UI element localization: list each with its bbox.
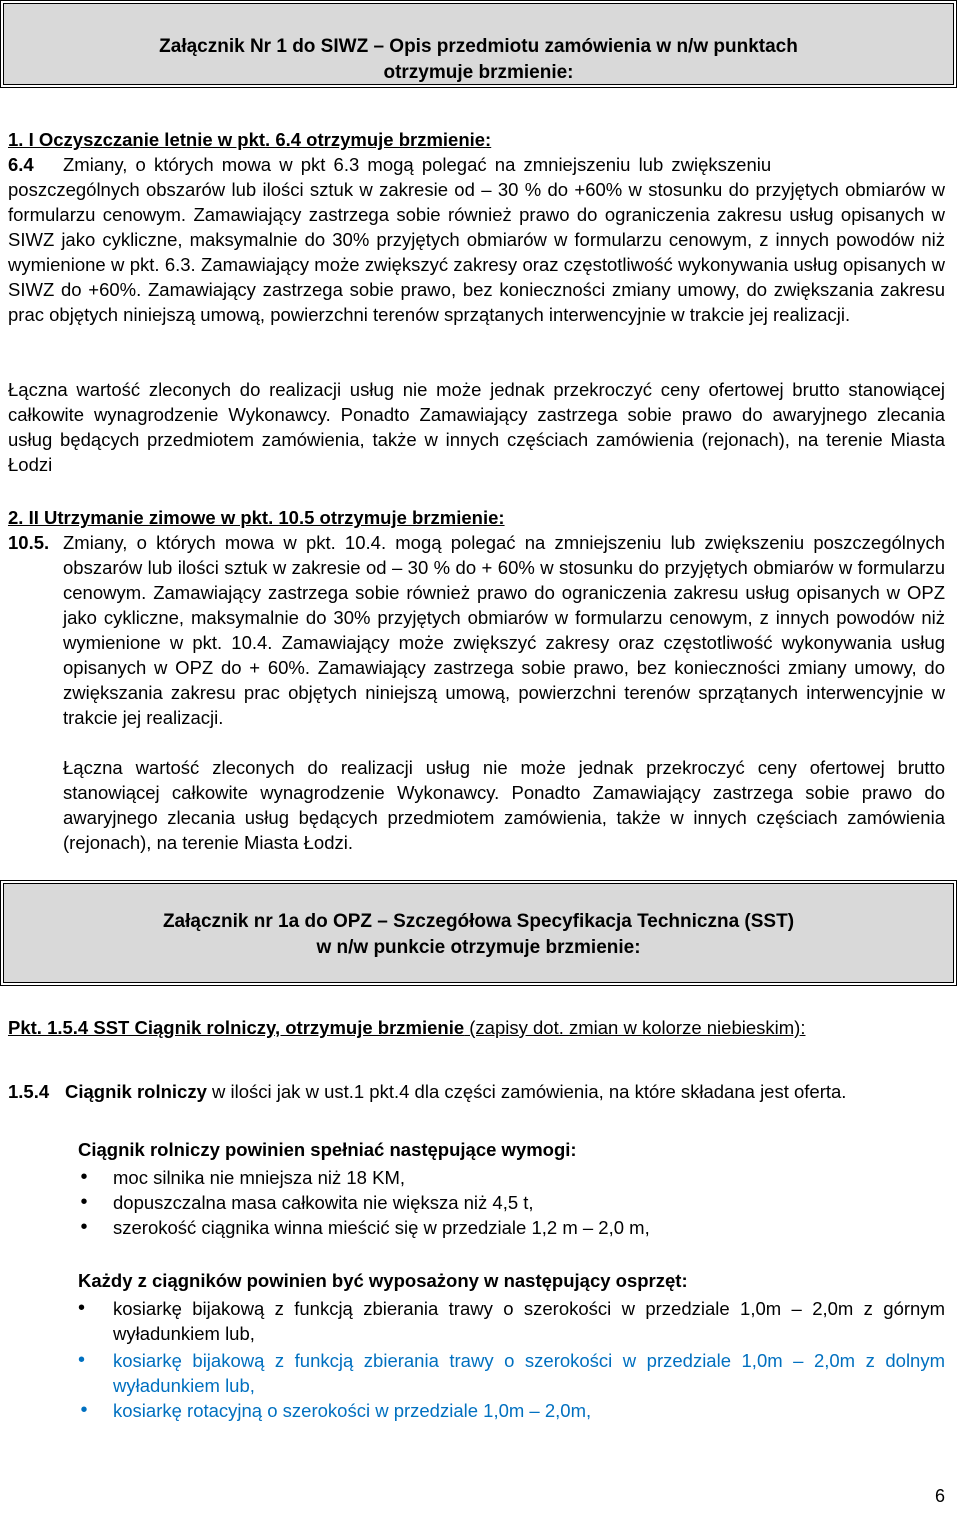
requirement-item: • moc silnika nie mniejsza niż 18 KM, xyxy=(78,1165,945,1190)
section-1-paragraph-2: Łączna wartość zleconych do realizacji usług nie może jednak przekroczyć ceny ofertowej brutto stanowiącej całkowite wynagrodzenie Wykonawcy. Ponadto Zamawiający zastrzega sobie prawo do awaryjnego zlecania usług będących przedmiotem zamówienia, także w innych częściach zamówienia (rejonach), na terenie Miasta Łodzi xyxy=(8,379,945,475)
annex-1-header-box xyxy=(3,3,954,85)
section-1-body: poszczególnych obszarów lub ilości sztuk w zakresie od – 30 % do +60% w stosunku do przyjętych obmiarów w formularzu cenowym. Zamawiający zastrzega sobie również prawo do ograniczenia zakresu usług opisanych w SIWZ jako cykliczne, maksymalnie do 30% przyjętych obmiarów w formularzu cenowym, z innych powodów niż wymienione w pkt. 6.3. Zamawiający może zwiększyć zakresy oraz częstotliwość wykonywania usług opisanych w SIWZ do +60%. Zamawiający zastrzega sobie prawo, bez konieczności zmiany umowy, do zwiększania zakresu prac objętych niniejszą umową, powierzchni terenów sprzątanych interwencyjnie w trakcie jej realizacji. xyxy=(8,179,945,325)
item-rest: w ilości jak w ust.1 pkt.4 dla części zamówienia, na które składana jest oferta. xyxy=(206,1081,847,1102)
annex-1-title-line-1: Załącznik Nr 1 do SIWZ – Opis przedmiotu zamówienia w n/w punktach xyxy=(159,36,798,57)
annex-1a-header-box xyxy=(3,883,954,983)
equipment-list xyxy=(78,1296,945,1423)
bullet-icon: • xyxy=(80,1399,88,1421)
section-3-heading-rest: (zapisy dot. zmian w kolorze niebieskim): xyxy=(464,1017,806,1038)
page-number: 6 xyxy=(934,1486,945,1506)
item-title: Ciągnik rolniczy xyxy=(65,1081,207,1102)
section-1-number: 6.4 xyxy=(8,154,34,175)
bullet-icon: • xyxy=(78,1349,86,1371)
section-2-heading: 2. II Utrzymanie zimowe w pkt. 10.5 otrzymuje brzmienie: xyxy=(8,507,505,528)
requirements-title: Ciągnik rolniczy powinien spełniać następujące wymogi: xyxy=(78,1139,577,1160)
annex-1a-title-line-2: w n/w punkcie otrzymuje brzmienie: xyxy=(316,937,641,958)
section-2-number: 10.5. xyxy=(8,532,50,553)
requirements-list xyxy=(78,1165,945,1240)
requirement-item: • szerokość ciągnika winna mieścić się w przedziale 1,2 m – 2,0 m, xyxy=(78,1215,945,1240)
equipment-item-blue: • kosiarkę bijakową z funkcją zbierania trawy o szerokości w przedziale 1,0m – 2,0m z dolnym wyładunkiem lub, xyxy=(78,1349,945,1396)
annex-1-title-line-2: otrzymuje brzmienie: xyxy=(383,62,574,83)
item-number: 1.5.4 xyxy=(8,1081,50,1102)
section-2-body: Zmiany, o których mowa w pkt. 10.4. mogą polegać na zmniejszeniu lub zwiększeniu poszczególnych obszarów lub ilości sztuk w zakresie od – 30 % do + 60% w stosunku do przyjętych obmiarów w formularzu cenowym. Zamawiający zastrzega sobie również prawo do ograniczenia zakresu usług opisanych w OPZ jako cykliczne, maksymalnie do 30% przyjętych obmiarów w formularzu cenowym, z innych powodów niż wymienione w pkt. 10.4. Zamawiający może zwiększyć zakresy oraz częstotliwość wykonywania usług opisanych w OPZ do + 60%. Zamawiający zastrzega sobie prawo, bez konieczności zmiany umowy, do zwiększania zakresu prac objętych niniejszą umową, powierzchni terenów sprzątanych interwencyjnie w trakcie jej realizacji. xyxy=(63,532,945,728)
bullet-icon: • xyxy=(80,1216,88,1238)
requirement-item: • dopuszczalna masa całkowita nie większa niż 4,5 t, xyxy=(78,1190,945,1215)
annex-1a-title-line-1: Załącznik nr 1a do OPZ – Szczegółowa Specyfikacja Techniczna (SST) xyxy=(162,911,795,932)
equipment-item-blue: • kosiarkę rotacyjną o szerokości w przedziale 1,0m – 2,0m, xyxy=(78,1398,945,1423)
bullet-icon: • xyxy=(78,1297,86,1319)
bullet-icon: • xyxy=(80,1166,88,1188)
equipment-item: • kosiarkę bijakową z funkcją zbierania trawy o szerokości w przedziale 1,0m – 2,0m z górnym wyładunkiem lub, xyxy=(78,1297,945,1344)
equipment-title: Każdy z ciągników powinien być wyposażony w następujący osprzęt: xyxy=(78,1270,688,1291)
item-description xyxy=(8,1079,945,1104)
section-1-first-line: Zmiany, o których mowa w pkt 6.3 mogą polegać na zmniejszeniu lub zwiększeniu xyxy=(63,154,772,175)
section-3-heading-bold: Pkt. 1.5.4 SST Ciągnik rolniczy, otrzymuje brzmienie xyxy=(8,1017,465,1038)
section-3-heading xyxy=(8,1015,945,1040)
section-2-paragraph-2: Łączna wartość zleconych do realizacji usług nie może jednak przekroczyć ceny ofertowej brutto stanowiącej całkowite wynagrodzenie Wykonawcy. Ponadto Zamawiający zastrzega sobie prawo do awaryjnego zlecania usług będących przedmiotem zamówienia, także w innych częściach zamówienia (rejonach), na terenie Miasta Łodzi. xyxy=(63,757,945,853)
section-1-heading: 1. I Oczyszczanie letnie w pkt. 6.4 otrzymuje brzmienie: xyxy=(8,129,492,150)
bullet-icon: • xyxy=(80,1191,88,1213)
